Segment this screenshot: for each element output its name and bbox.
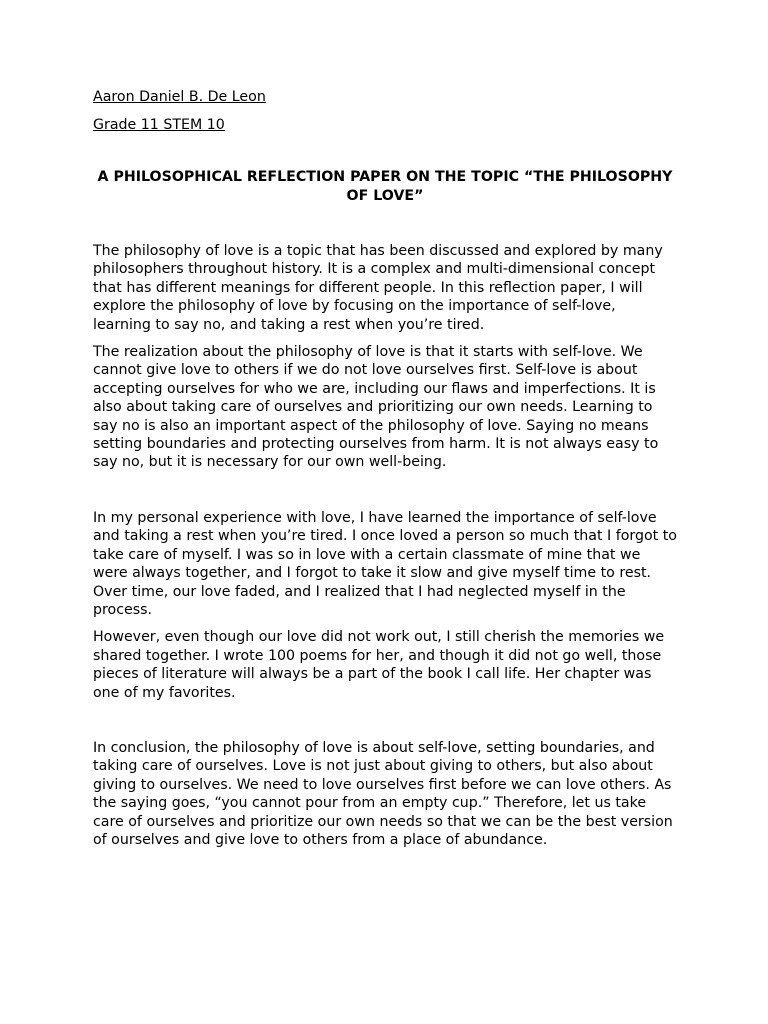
grade-section: Grade 11 STEM 10 bbox=[93, 117, 225, 133]
paragraph-personal-experience: In my personal experience with love, I have learned the importance of self-love and taking a rest when you’re tired. I once loved a person so much that I forgot to take care of myself. I was so in love with a certain classmate of mine that we were always together, and I forgot to take it slow and give myself time to rest. Over time, our love faded, and I realized that I had neglected myself in the process. bbox=[93, 509, 677, 618]
document-page bbox=[93, 86, 677, 849]
paragraph-introduction: The philosophy of love is a topic that has been discussed and explored by many philosophers throughout history. It is a complex and multi-dimensional concept that has different meanings for different people. In this reflection paper, I will explore the philosophy of love by focusing on the importance of self-love, learning to say no, and taking a rest when you’re tired. bbox=[93, 243, 663, 333]
author-name: Aaron Daniel B. De Leon bbox=[93, 89, 266, 105]
paragraph-memories: However, even though our love did not work out, I still cherish the memories we shared together. I wrote 100 poems for her, and though it did not go well, those pieces of literature will always be a part of the book I call life. Her chapter was one of my favorites. bbox=[93, 629, 665, 701]
paragraph-self-love: The realization about the philosophy of love is that it starts with self-love. We cannot give love to others if we do not love ourselves first. Self-love is about accepting ourselves for who we are, including our flaws and imperfections. It is also about taking care of ourselves and prioritizing our own needs. Learning to say no is also an important aspect of the philosophy of love. Saying no means setting boundaries and protecting ourselves from harm. It is not always easy to say no, but it is necessary for our own well-being. bbox=[93, 344, 659, 471]
paper-title: A PHILOSOPHICAL REFLECTION PAPER ON THE TOPIC “THE PHILOSOPHY OF LOVE” bbox=[97, 169, 673, 204]
paragraph-conclusion: In conclusion, the philosophy of love is about self-love, setting boundaries, and taking care of ourselves. Love is not just about giving to others, but also about giving to ourselves. We need to love ourselves first before we can love others. As the saying goes, “you cannot pour from an empty cup.” Therefore, let us take care of ourselves and prioritize our own needs so that we can be the best version of ourselves and give love to others from a place of abundance. bbox=[93, 739, 673, 848]
